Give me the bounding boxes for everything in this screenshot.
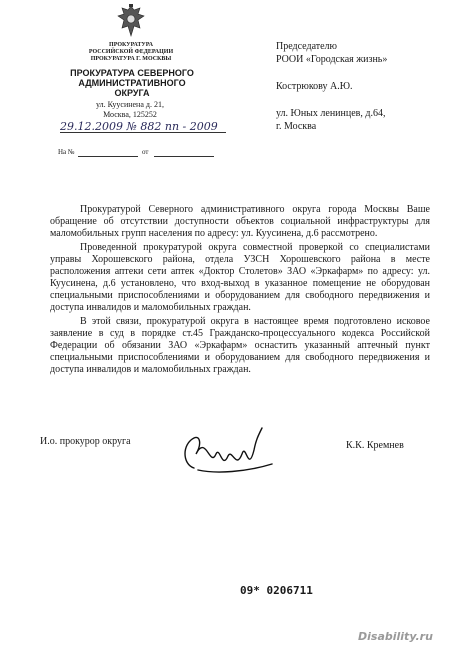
body-paragraph: Прокуратурой Северного административного округа города Москвы Ваше обращение об отсутствии доступности объектов социальной инфраструктуры для маломобильных групп населения по адресу: ул. Куусинена, д.6 рассмотрено. (50, 204, 430, 239)
recipient-line: Председателю (276, 41, 338, 52)
ref-from-underline (154, 156, 214, 157)
site-watermark: Disability.ru (358, 630, 433, 643)
outgoing-number-text: 29.12.2009 № 882 пп - 2009 (60, 120, 218, 133)
recipient-line: РООИ «Городская жизнь» (276, 54, 388, 65)
ref-no-label: На № (58, 148, 75, 156)
org-top-block (72, 42, 190, 63)
org-top-line: РОССИЙСКОЙ ФЕДЕРАЦИИ (88, 49, 174, 55)
coat-of-arms-emblem (116, 4, 146, 38)
handwritten-signature (176, 424, 276, 484)
outgoing-number (60, 120, 226, 133)
serial-number: 09* 0206711 (240, 584, 313, 597)
recipient-line: г. Москва (276, 121, 317, 132)
org-address (60, 100, 200, 120)
org-main-line: ОКРУГА (114, 88, 150, 98)
recipient-line: Кострюкову А.Ю. (276, 81, 353, 92)
org-main-line: АДМИНИСТРАТИВНОГО (78, 78, 186, 88)
body-paragraph: В этой связи, прокуратурой округа в настоящее время подготовлено исковое заявление в суд в порядке ст.45 Гражданско-процессуального кодекса Российской Федерации об обязании ЗАО «Эркафарм» оснастить указанный аптечный пункт специальными приспособлениями и оборудованием для свободного передвижения и доступа инвалидов и маломобильных граждан. (50, 316, 430, 375)
org-top-line: ПРОКУРАТУРА Г. МОСКВЫ (90, 56, 172, 62)
address-line: Москва, 125252 (103, 110, 157, 119)
signatory-title: И.о. прокурор округа (40, 436, 131, 447)
letter-body (50, 204, 430, 378)
org-main-block (52, 68, 212, 98)
org-main-line: ПРОКУРАТУРА СЕВЕРНОГО (70, 68, 194, 78)
outgoing-underline (60, 132, 226, 133)
signatory-name: К.К. Кремнев (346, 440, 404, 451)
body-paragraph: Проведенной прокуратурой округа совместной проверкой со специалистами управы Хорошевского района, отдела УЗСН Хорошевского района в месте расположения аптеки сети аптек «Доктор Столетов» ЗАО «Эркафарм» по адресу: ул. Куусинена, д.6 установлено, что вход-выход в указанное помещение не оборудован специальными приспособлениями и оборудованием для свободного передвижения и доступа инвалидов и маломобильных граждан. (50, 242, 430, 313)
recipient-line: ул. Юных ленинцев, д.64, (276, 108, 386, 119)
org-top-line: ПРОКУРАТУРА (109, 42, 153, 48)
ref-from-label: от (142, 148, 149, 156)
ref-no-underline (78, 156, 138, 157)
address-line: ул. Куусинена д. 21, (96, 100, 164, 109)
